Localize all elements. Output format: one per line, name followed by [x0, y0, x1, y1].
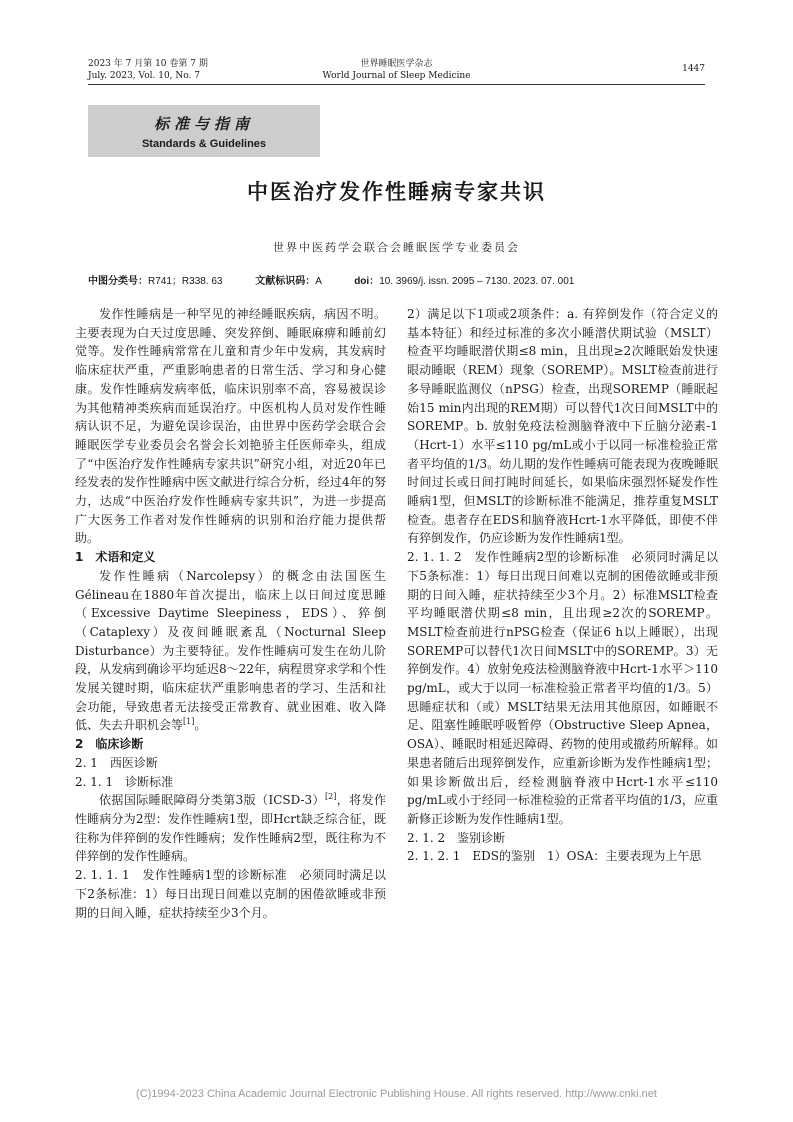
header-rule	[88, 84, 705, 85]
article-title: 中医治疗发作性睡病专家共识	[247, 180, 546, 204]
doi	[354, 276, 574, 287]
clc-number	[88, 276, 225, 287]
clc-value: R741；R338. 63	[148, 276, 223, 287]
section-banner-cn: 标准与指南	[153, 114, 254, 133]
section-banner	[88, 105, 320, 157]
journal-name-cn: 世界睡眠医学杂志	[360, 59, 433, 69]
issue-en: July. 2023, Vol. 10, No. 7	[88, 71, 200, 81]
issue-cn: 2023 年 7 月第 10 卷第 7 期	[88, 59, 208, 69]
article-meta	[88, 272, 604, 287]
classification-lead: 依据国际睡眠障碍分类第3版（ICSD-3）	[99, 793, 325, 808]
section-heading-1: 1 术语和定义	[75, 550, 156, 565]
definition-paragraph	[75, 567, 386, 735]
definition-end: 。	[194, 718, 207, 733]
section-heading-2: 2 临床诊断	[75, 737, 144, 752]
type2-criteria-paragraph: 2. 1. 1. 2 发作性睡病2型的诊断标准 必须同时满足以下5条标准：1）每日出现日间难以克制的困倦欲睡或非预期的日间入睡，症状持续至少3个月。2）标准MSLT检查平均睡眠潜伏期≤8 min，且出现≥2次的SOREMP。MSLT检查前进行nPSG检查（保证6 h以上睡眠），出现SOREMP可以替代1次日间MSLT中的SOREMP。3）无猝倒发作。4）放射免疫法检测脑脊液中Hcrt-1水平＞110 pg/mL，或大于以同一标准检验正常者平均值的1/3。5）思睡症状和（或）MSLT结果无法用其他原因，如睡眠不足、阻塞性睡眠呼吸暂停（Obstructive Sleep Apnea，OSA）、睡眠时相延迟障碍、药物的使用或撤药所解释。如果患者随后出现猝倒发作，应重新诊断为发作性睡病1型；如果诊断做出后，经检测脑脊液中Hcrt-1水平≤110 pg/mL或小于经同一标准检验的正常者平均值的1/3，应重新修正诊断为发作性睡病1型。	[407, 550, 718, 826]
type1-criteria-paragraph: 2. 1. 1. 1 发作性睡病1型的诊断标准 必须同时满足以下2条标准：1）每日出现日间难以克制的困倦欲睡或非预期的日间入睡，症状持续至少3个月。	[75, 868, 386, 920]
journal-name-en: World Journal of Sleep Medicine	[322, 71, 471, 81]
definition-text: 发作性睡病（Narcolepsy）的概念由法国医生Gélineau在1880年首次提出，临床上以日间过度思睡（Excessive Daytime Sleepiness，EDS）、猝倒（Cataplexy）及夜间睡眠紊乱（Nocturnal Sleep Disturbance）为主要特征。发作性睡病可发生在幼儿阶段，从发病到确诊平均延迟8～22年，病程贯穿求学和个性发展关键时期，临床症状严重影响患者的学习、生活和社会功能，导致患者无法接受正常教育、就业困难、收入降低、失去升职机会等	[75, 568, 386, 733]
section-banner-en: Standards & Guidelines	[141, 137, 267, 150]
article-authors: 世界中医药学会联合会睡眠医学专业委员会	[273, 241, 520, 254]
journal-issue-info	[88, 58, 208, 82]
citation-2[interactable]: [2]	[324, 792, 337, 802]
subsection-heading-2-1-2: 2. 1. 2 鉴别诊断	[407, 830, 506, 845]
eds-differential-paragraph: 2. 1. 2. 1 EDS的鉴别 1）OSA：主要表现为上午思	[407, 849, 702, 864]
doc-code-value: A	[315, 276, 322, 287]
journal-name	[290, 58, 503, 82]
clc-label: 中图分类号：	[88, 276, 148, 287]
type1-criteria-continued: 2）满足以下1项或2项条件：a. 有猝倒发作（符合定义的基本特征）和经过标准的多次小睡潜伏期试验（MSLT）检查平均睡眠潜伏期≤8 min，且出现≥2次睡眠始发快速眼动睡眠（REM）现象（SOREMP）。MSLT检查前进行多导睡眠监测仪（nPSG）检查，出现SOREMP（睡眠起始15 min内出现的REM期）可以替代1次日间MSLT中的SOREMP。b. 放射免疫法检测脑脊液中下丘脑分泌素-1（Hcrt-1）水平≤110 pg/mL或小于以同一标准检验正常者平均值的1/3。幼儿期的发作性睡病可能表现为夜晚睡眠时间过长或日间打盹时间延长，如果临床强烈怀疑发作性睡病1型，但MSLT的诊断标准不能满足，推荐重复MSLT检查。患者存在EDS和脑脊液Hcrt-1水平降低，即使不伴有猝倒发作，仍应诊断为发作性睡病1型。	[407, 307, 718, 546]
right-column	[407, 305, 718, 866]
doi-value[interactable]: 10. 3969/j. issn. 2095 – 7130. 2023. 07. 001	[379, 276, 575, 287]
page-number: 1447	[682, 64, 705, 74]
copyright-footer: (C)1994-2023 China Academic Journal Electronic Publishing House. All rights reserved. http://www.cnki.net	[136, 1088, 657, 1100]
doc-code-label: 文献标识码：	[255, 276, 316, 287]
classification-text: ，将发作性睡病分为2型：发作性睡病1型，即Hcrt缺乏综合征，既往称为伴猝倒的发作性睡病；发作性睡病2型，既往称为不伴猝倒的发作性睡病。	[75, 793, 386, 864]
left-column	[75, 305, 386, 922]
document-code	[255, 276, 324, 287]
citation-1[interactable]: [1]	[183, 717, 195, 727]
classification-paragraph	[75, 791, 386, 866]
subsection-heading-2-1-1: 2. 1. 1 诊断标准	[75, 774, 174, 789]
doi-label: doi：	[354, 276, 380, 287]
subsection-heading-2-1: 2. 1 西医诊断	[75, 755, 158, 770]
intro-paragraph: 发作性睡病是一种罕见的神经睡眠疾病，病因不明。主要表现为白天过度思睡、突发猝倒、睡眠麻痹和睡前幻觉等。发作性睡病常常在儿童和青少年中发病，其发病时临床症状严重，严重影响患者的日常生活、学习和身心健康。发作性睡病发病率低，临床识别率不高，容易被误诊为其他精神类疾病而延误治疗。中医机构人员对发作性睡病认识不足，为避免误诊误治，由世界中医药学会联合会睡眠医学专业委员会名誉会长刘艳骄主任医师牵头，组成了“中医治疗发作性睡病专家共识”研究小组，对近20年已经发表的发作性睡病中医文献进行综合分析，经过4年的努力，达成“中医治疗发作性睡病专家共识”，为进一步提高广大医务工作者对发作性睡病的识别和治疗能力提供帮助。	[75, 307, 386, 546]
